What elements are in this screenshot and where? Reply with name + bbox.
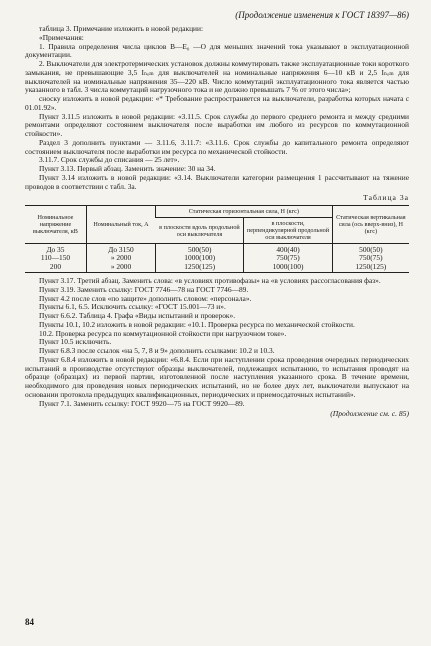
cell-across: 1000(100) <box>272 261 304 271</box>
header-horizontal-force: Статическая горизонтальная сила, Н (кгс) <box>156 206 333 218</box>
paragraph: Пункт 3.11.5 изложить в новой редакции: «3.11.5. Срок службы до первого среднего ремонта и между средними ремонтами определяют состоянием выключателя после выработки им любого из ресурсов по коммутационной стойкости». <box>25 111 409 138</box>
continuation-header: (Продолжение изменения к ГОСТ 18397—86) <box>235 10 409 20</box>
paragraph: сноску изложить в новой редакции: «* Требование распространяется на выключатели, разработка которых начата с 01.01.92». <box>25 94 409 112</box>
table-row <box>25 244 409 273</box>
cell-voltage: 200 <box>49 261 62 271</box>
paragraph: Пункт 10.5 исключить. <box>39 337 112 347</box>
paragraph: Пункты 10.1, 10.2 изложить в новой редакции: «10.1. Проверка ресурса по механической стойкости. <box>39 319 355 329</box>
cell-vertical: 1250(125) <box>355 261 387 271</box>
header-voltage: Номинальное напряжение выключателя, кВ <box>25 206 86 244</box>
cell-current: До 3150 <box>108 245 134 254</box>
paragraph: Пункт 3.17. Третий абзац. Заменить слова: «в условиях противофазы» на «в условиях рассогласования фаз». <box>39 276 381 286</box>
paragraph: Пункт 7.1. Заменить ссылку: ГОСТ 9920—75 на ГОСТ 9920—89. <box>39 398 245 408</box>
cell-along: 500(50) <box>188 245 212 254</box>
paragraph: 10.2. Проверка ресурса по коммутационной стойкости при нагрузочном токе». <box>39 328 287 338</box>
header-horizontal-along: в плоскости вдоль продольной оси выключателя <box>156 218 244 244</box>
cell-voltage: До 35 <box>46 245 65 254</box>
cell-current: » 2000 <box>110 253 132 263</box>
paragraph: «Примечания: <box>39 32 84 42</box>
header-vertical-force: Статическая вертикальная сила (ось вверх-вниз), Н (кгс) <box>332 206 409 244</box>
paragraph: Раздел 3 дополнить пунктами — 3.11.6, 3.11.7: «3.11.6. Срок службы до капитального ремонта определяют состоянием выключателя после выработки им ресурса по механической стойкости. <box>25 137 409 156</box>
paragraph: 3.11.7. Срок службы до списания — 25 лет». <box>39 155 180 165</box>
cell-current: » 2000 <box>110 261 132 271</box>
continuation-footer: (Продолжение см. с. 85) <box>330 409 409 419</box>
cell-along: 1000(100) <box>184 253 216 263</box>
cell-across: 400(40) <box>276 245 300 254</box>
paragraph: 1. Правила определения числа циклов В—Е₀ —О для меньших значений тока указывают в эксплуатационной документации. <box>25 41 409 60</box>
paragraph: Пункт 3.14 изложить в новой редакции: «3.14. Выключатели категории размещения 1 рассчитывают на тяжение проводов в соответствии с табл. 3а. <box>25 172 409 191</box>
paragraph: Пункт 6.8.3 после ссылок «на 5, 7, 8 и 9» дополнить ссылками: 10.2 и 10.3. <box>39 346 275 356</box>
paragraph: Пункт 3.13. Первый абзац. Заменить значение: 30 на 34. <box>39 164 216 173</box>
paragraph: Пункт 4.2 после слов «по защите» дополнить словом: «персонала». <box>39 293 252 303</box>
cell-vertical: 750(75) <box>359 253 383 263</box>
paragraph: Пункт 6.6.2. Таблица 4. Графа «Виды испытаний и проверок». <box>39 311 236 321</box>
table-title: Таблица 3а <box>363 193 409 203</box>
paragraph: Пункт 6.8.4 изложить в новой редакции: «6.8.4. Если при наступлении срока проведения очередных периодических испытаний в производстве отсутствуют образцы выключателей, подлежащих испытанию, то испытания проводят на образце (образцах) из первой партии, изготовленной после наступления указанного срока. В течение времени, необходимого для проведения новых периодических испытаний, но не более двух лет, выключатели выпускают на основании протокола предыдущих квалификационных, периодических и приемосдаточных испытаний». <box>25 354 409 399</box>
cell-voltage: 110—150 <box>40 253 71 263</box>
cell-vertical: 500(50) <box>359 245 383 254</box>
cell-across: 750(75) <box>276 253 300 263</box>
header-horizontal-across: в плоскости, перпендикулярной продольной оси выключателя <box>244 218 332 244</box>
paragraph: Пункты 6.1, 6.5. Исключить ссылку: «ГОСТ 15.001—73 и». <box>39 302 226 312</box>
tension-table <box>25 205 409 273</box>
paragraph: Пункт 3.19. Заменить ссылку: ГОСТ 7746—78 на ГОСТ 7746—89. <box>39 284 249 294</box>
header-current: Номинальный ток, А <box>86 206 155 244</box>
paragraph: 2. Выключатели для электротермических установок должны коммутировать также эксплуатационные токи короткого замыкания, не превышающие 3,5 Iₙₒₘ для выключателей на номинальные напряжения 6—10 кВ и 2,5 Iₙₒₘ для выключателей на номинальные напряжения 35—220 кВ. Число коммутаций эксплуатационного тока является частью указанного в табл. 3 числа коммутаций нагрузочного тока и не должно превышать 7 % от этого числа»; <box>25 59 409 95</box>
page-number: 84 <box>25 617 34 627</box>
cell-along: 1250(125) <box>184 261 216 271</box>
paragraph: таблица 3. Примечание изложить в новой редакции: <box>39 24 204 33</box>
